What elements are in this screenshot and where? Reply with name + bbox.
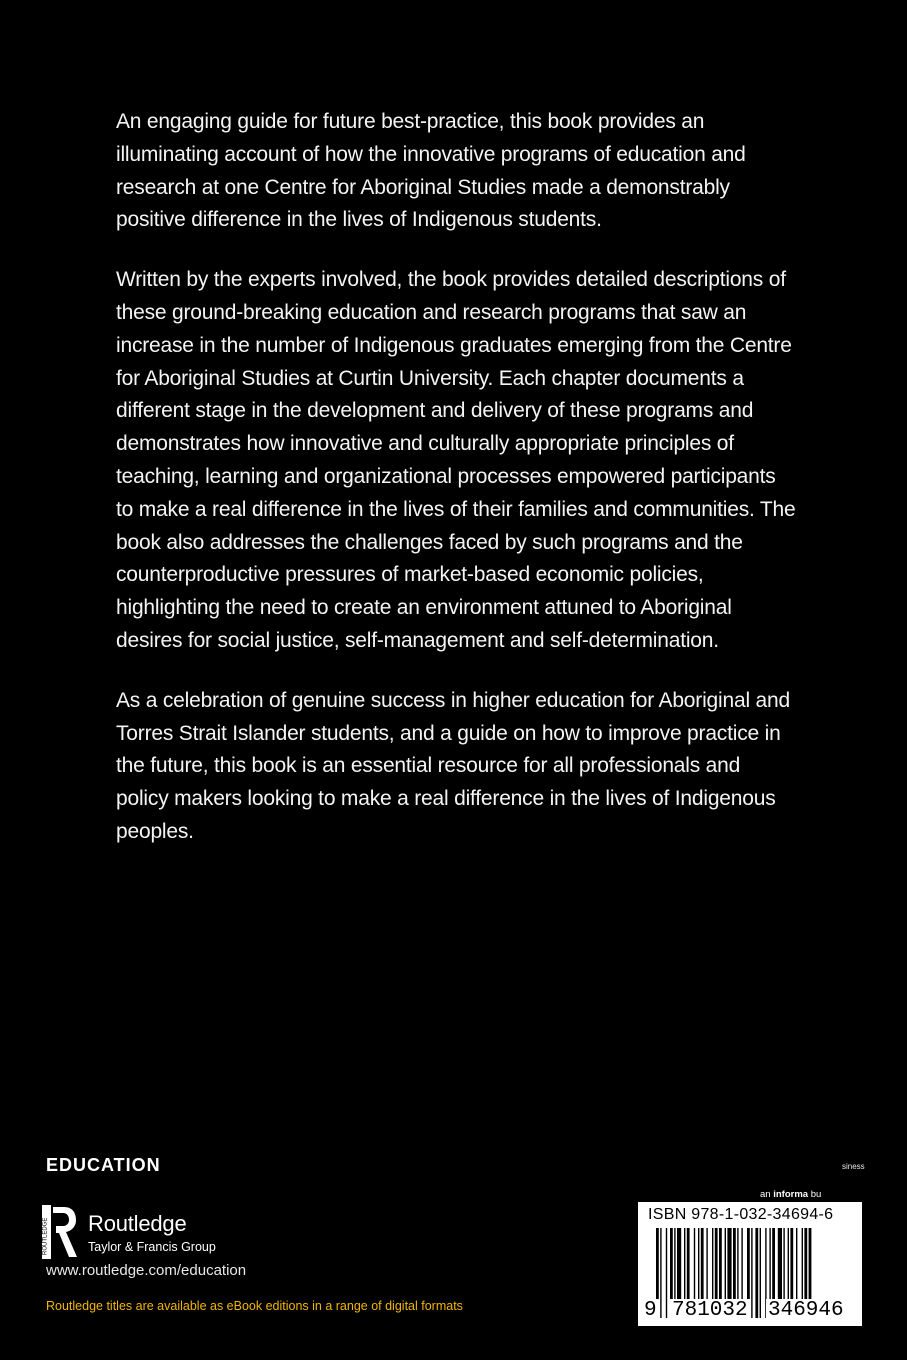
informa-prefix: an xyxy=(760,1189,774,1200)
subject-category: EDUCATION xyxy=(46,1155,161,1175)
informa-suffix: bu xyxy=(808,1189,822,1200)
back-cover-blurb xyxy=(116,106,796,876)
blurb-paragraph-1: An engaging guide for future best-practice, this book provides an illuminating account of how the innovative programs of education and research at one Centre for Aboriginal Studies made a demonstrably positive difference in the lives of Indigenous students. xyxy=(116,110,746,232)
publisher-name: Routledge xyxy=(88,1211,187,1236)
barcode-digits xyxy=(642,1299,858,1325)
isbn-barcode xyxy=(638,1202,862,1326)
blurb-paragraph-3: As a celebration of genuine success in higher education for Aboriginal and Torres Strait Islander students, and a guide on how to improve practice in the future, this book is an essential resource for all professionals and policy makers looking to make a real difference in the lives of Indigenous peoples. xyxy=(116,688,790,843)
logo-vertical-text: ROUTLEDGE xyxy=(42,1217,49,1255)
publisher-group: Taylor & Francis Group xyxy=(88,1240,216,1254)
barcode-digit-group-2: 346946 xyxy=(768,1299,844,1322)
informa-tagline xyxy=(760,1189,821,1200)
publisher-website[interactable]: www.routledge.com/education xyxy=(46,1262,247,1279)
barcode-digit-group-1: 781032 xyxy=(672,1299,748,1322)
ebook-note: Routledge titles are available as eBook editions in a range of digital formats xyxy=(46,1299,463,1313)
barcode-digit-first: 9 xyxy=(644,1299,657,1322)
informa-brand: informa xyxy=(773,1189,809,1200)
routledge-r-icon xyxy=(42,1205,78,1259)
routledge-logo xyxy=(42,1205,262,1259)
isbn-label: ISBN 978-1-032-34694-6 xyxy=(648,1206,834,1223)
blurb-paragraph-2: Written by the experts involved, the book provides detailed descriptions of these ground-breaking education and research programs that saw an increase in the number of Indigenous graduates emerging from the Centre for Aboriginal Studies at Curtin University. Each chapter documents a different stage in the development and delivery of these programs and demonstrates how innovative and culturally appropriate principles of teaching, learning and organizational processes empowered participants to make a real difference in the lives of their families and communities. The book also addresses the challenges faced by such programs and the counterproductive pressures of market-based economic policies, highlighting the need to create an environment attuned to Aboriginal desires for social justice, self-management and self-determination. xyxy=(116,268,796,652)
informa-fragment: siness xyxy=(842,1162,865,1171)
